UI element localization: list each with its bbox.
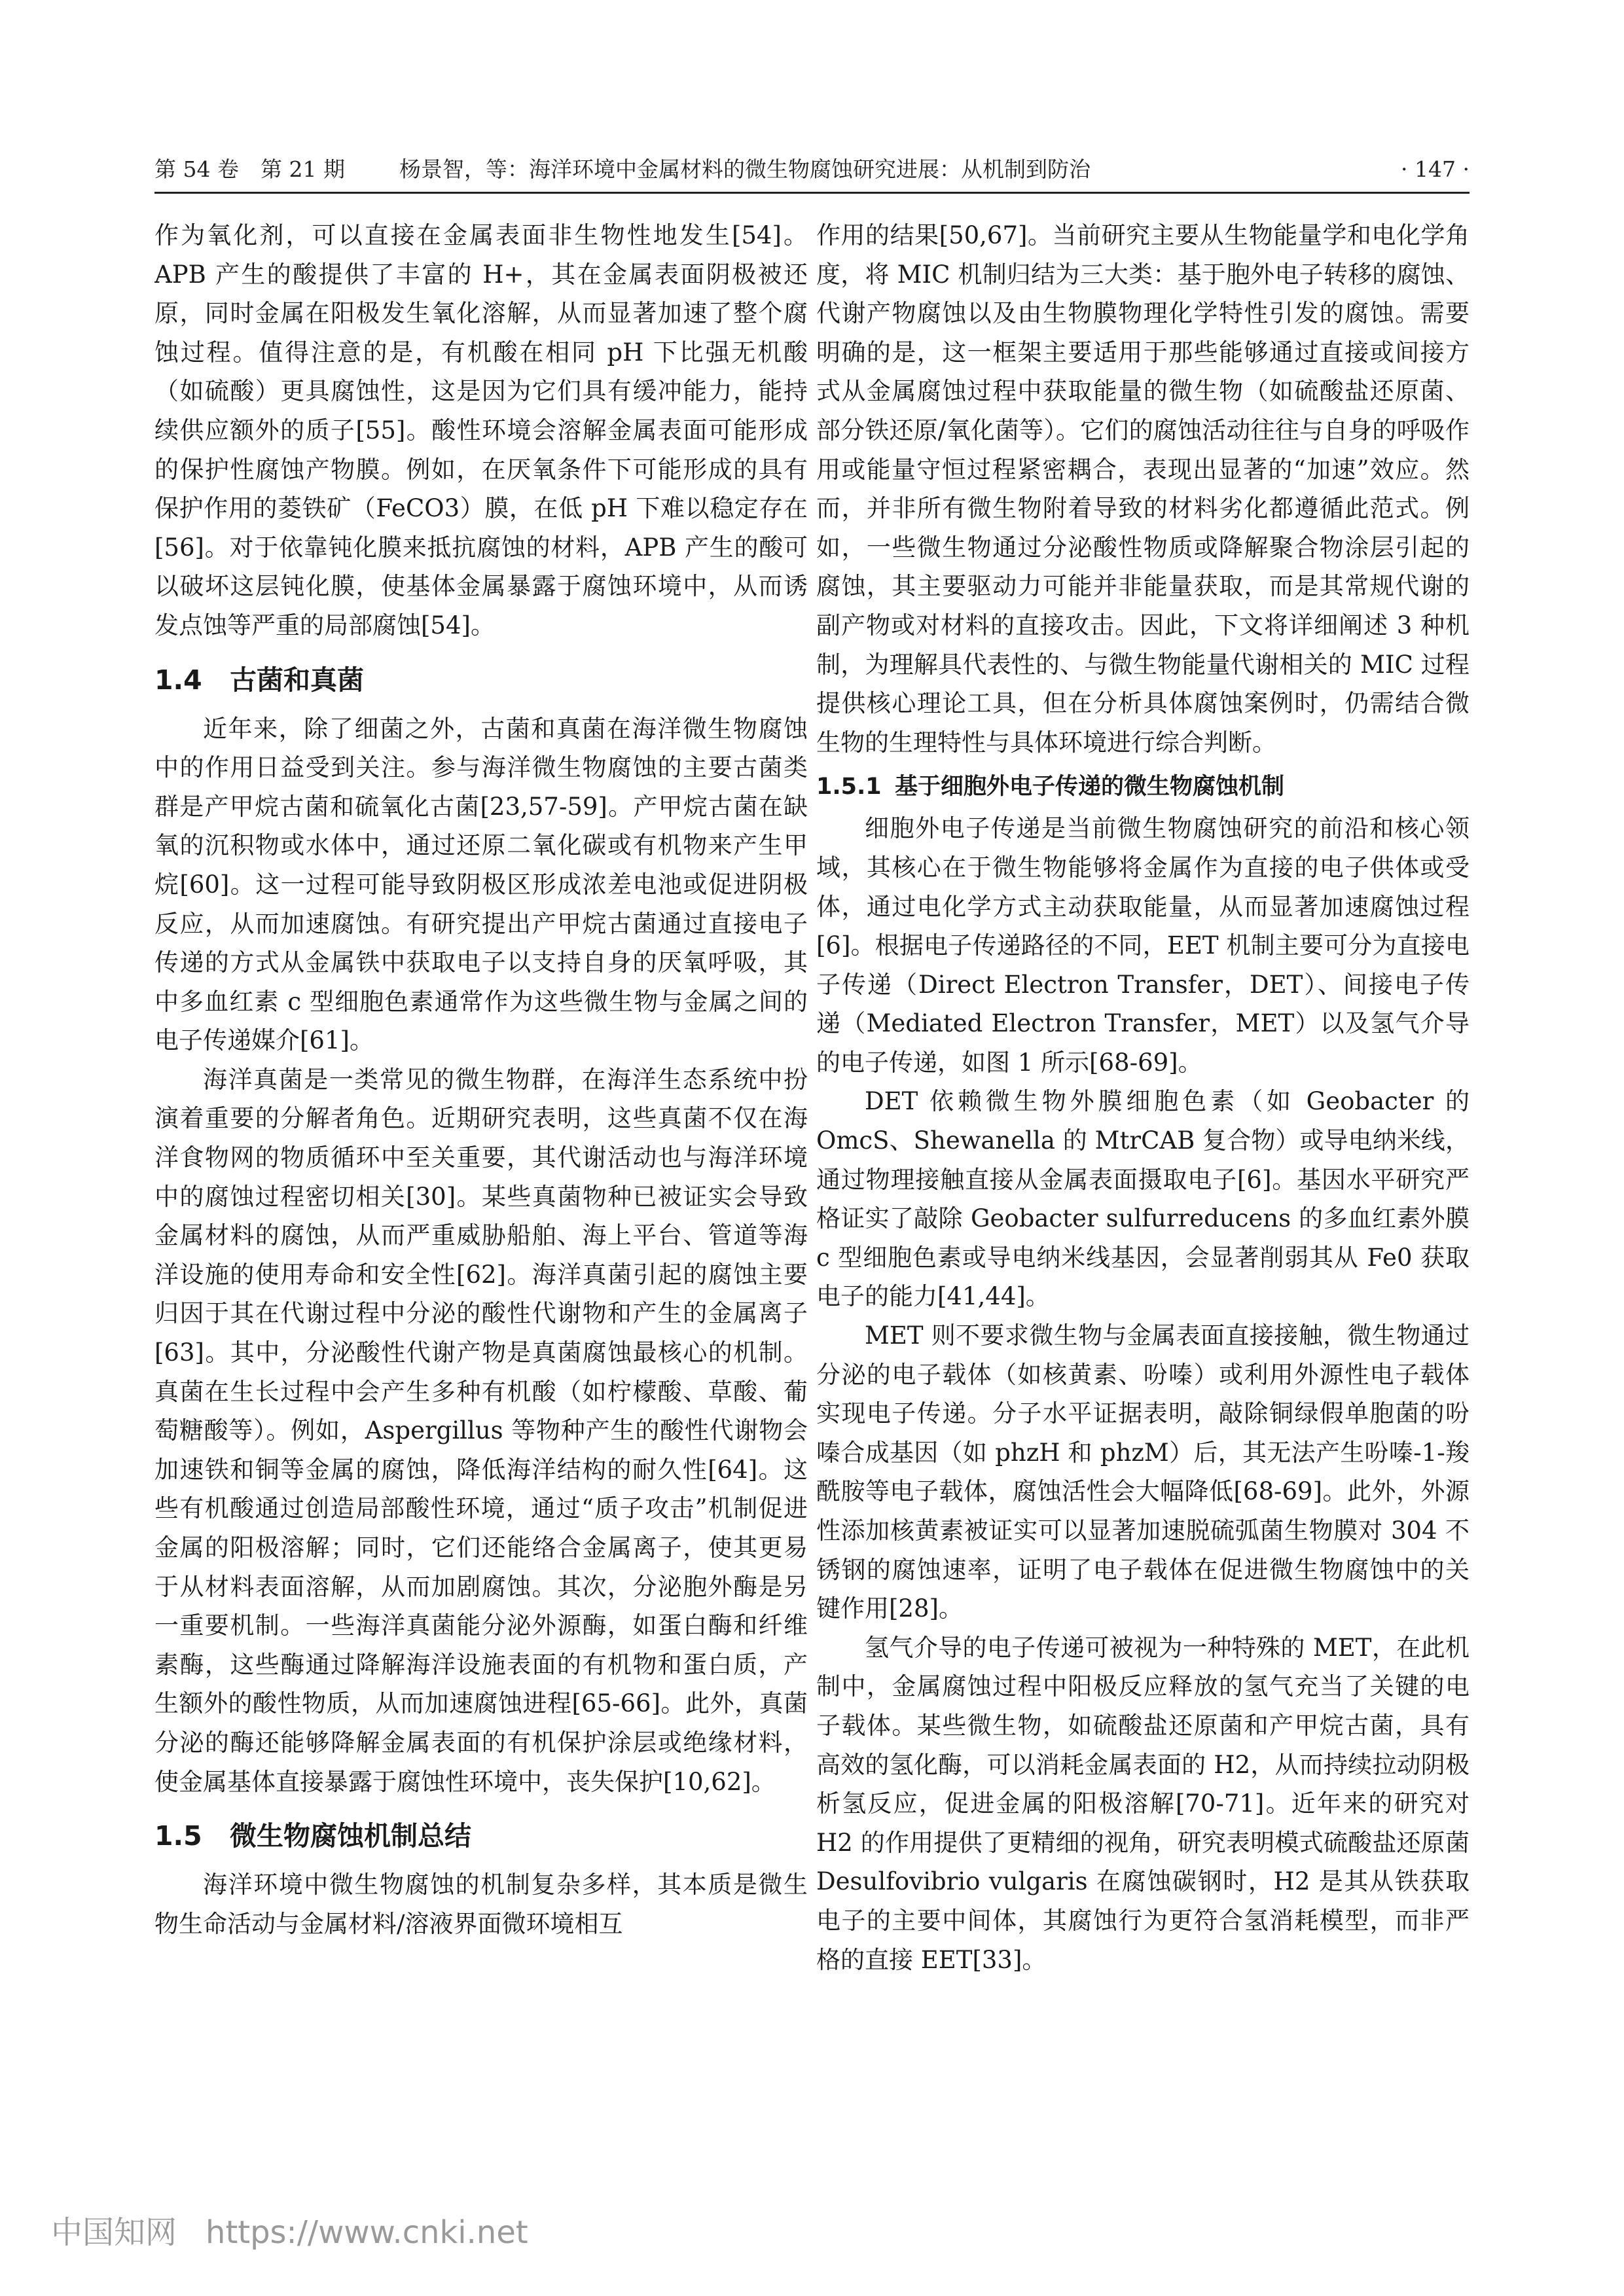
section-number: 1.5 bbox=[154, 1820, 202, 1852]
running-title: 杨景智，等：海洋环境中金属材料的微生物腐蚀研究进展：从机制到防治 bbox=[399, 156, 1091, 182]
header-rule bbox=[154, 192, 1470, 194]
subsection-heading-1-5-1 bbox=[816, 768, 1470, 805]
paragraph: 细胞外电子传递是当前微生物腐蚀研究的前沿和核心领域，其核心在于微生物能够将金属作为直接的电子供体或受体，通过电化学方式主动获取能量，从而显著加速腐蚀过程[6]。根据电子传递路径的不同，EET 机制主要可分为直接电子传递（Direct Electron Transfer，DET）、间接电子传递（Mediated Electron Transfer，MET）以及氢气介导的电子传递，如图 1 所示[68-69]。 bbox=[816, 814, 1470, 1077]
page-number: · 147 · bbox=[1401, 156, 1470, 182]
subsection-number: 1.5.1 bbox=[816, 774, 882, 800]
cnki-watermark bbox=[51, 2207, 528, 2252]
paragraph: 海洋真菌是一类常见的微生物群，在海洋生态系统中扮演着重要的分解者角色。近期研究表明，这些真菌不仅在海洋食物网的物质循环中至关重要，其代谢活动也与海洋环境中的腐蚀过程密切相关[30]。某些真菌物种已被证实会导致金属材料的腐蚀，从而严重威胁船舶、海上平台、管道等海洋设施的使用寿命和安全性[62]。海洋真菌引起的腐蚀主要归因于其在代谢过程中分泌的酸性代谢物和产生的金属离子[63]。其中，分泌酸性代谢产物是真菌腐蚀最核心的机制。真菌在生长过程中会产生多种有机酸（如柠檬酸、草酸、葡萄糖酸等）。例如，Aspergillus 等物种产生的酸性代谢物会加速铁和铜等金属的腐蚀，降低海洋结构的耐久性[64]。这些有机酸通过创造局部酸性环境，通过“质子攻击”机制促进金属的阳极溶解；同时，它们还能络合金属离子，使其更易于从材料表面溶解，从而加剧腐蚀。其次，分泌胞外酶是另一重要机制。一些海洋真菌能分泌外源酶，如蛋白酶和纤维素酶，这些酶通过降解海洋设施表面的有机物和蛋白质，产生额外的酸性物质，从而加速腐蚀进程[65-66]。此外，真菌分泌的酶还能够降解金属表面的有机保护涂层或绝缘材料，使金属基体直接暴露于腐蚀性环境中，丧失保护[10,62]。 bbox=[154, 1065, 808, 1796]
paragraph: 氢气介导的电子传递可被视为一种特殊的 MET，在此机制中，金属腐蚀过程中阳极反应释放的氢气充当了关键的电子载体。某些微生物，如硫酸盐还原菌和产甲烷古菌，具有高效的氢化酶，可以消耗金属表面的 H2，从而持续拉动阴极析氢反应，促进金属的阳极溶解[70-71]。近年来的研究对 H2 的作用提供了更精细的视角，研究表明模式硫酸盐还原菌 Desulfovibrio vulgaris 在腐蚀碳钢时，H2 是其从铁获取电子的主要中间体，其腐蚀行为更符合氢消耗模型，而非严格的直接 EET[33]。 bbox=[816, 1633, 1470, 1974]
section-title: 微生物腐蚀机制总结 bbox=[230, 1820, 471, 1852]
paragraph: DET 依赖微生物外膜细胞色素（如 Geobacter 的 OmcS、Shewanella 的 MtrCAB 复合物）或导电纳米线，通过物理接触直接从金属表面摄取电子[6]。基因水平研究严格证实了敲除 Geobacter sulfurreducens 的多血红素外膜 c 型细胞色素或导电纳米线基因，会显著削弱其从 Fe0 获取电子的能力[41,44]。 bbox=[816, 1087, 1470, 1311]
paragraph: 作用的结果[50,67]。当前研究主要从生物能量学和电化学角度，将 MIC 机制归结为三大类：基于胞外电子转移的腐蚀、代谢产物腐蚀以及由生物膜物理化学特性引发的腐蚀。需要明确的是，这一框架主要适用于那些能够通过直接或间接方式从金属腐蚀过程中获取能量的微生物（如硫酸盐还原菌、部分铁还原/氧化菌等）。它们的腐蚀活动往往与自身的呼吸作用或能量守恒过程紧密耦合，表现出显著的“加速”效应。然而，并非所有微生物附着导致的材料劣化都遵循此范式。例如，一些微生物通过分泌酸性物质或降解聚合物涂层引起的腐蚀，其主要驱动力可能并非能量获取，而是其常规代谢的副产物或对材料的直接攻击。因此，下文将详细阐述 3 种机制，为理解具代表性的、与微生物能量代谢相关的 MIC 过程提供核心理论工具，但在分析具体腐蚀案例时，仍需结合微生物的生理特性与具体环境进行综合判断。 bbox=[816, 221, 1470, 757]
paragraph: MET 则不要求微生物与金属表面直接接触，微生物通过分泌的电子载体（如核黄素、吩嗪）或利用外源性电子载体实现电子传递。分子水平证据表明，敲除铜绿假单胞菌的吩嗪合成基因（如 phzH 和 phzM）后，其无法产生吩嗪-1-羧酰胺等电子载体，腐蚀活性会大幅降低[68-69]。此外，外源性添加核黄素被证实可以显著加速脱硫弧菌生物膜对 304 不锈钢的腐蚀速率，证明了电子载体在促进微生物腐蚀中的关键作用[28]。 bbox=[816, 1321, 1470, 1623]
section-heading-1-5 bbox=[154, 1816, 808, 1856]
paragraph: 海洋环境中微生物腐蚀的机制复杂多样，其本质是微生物生命活动与金属材料/溶液界面微环境相互 bbox=[154, 1871, 808, 1938]
subsection-title: 基于细胞外电子传递的微生物腐蚀机制 bbox=[895, 774, 1285, 800]
watermark-logo: 中国知网 bbox=[51, 2214, 177, 2251]
section-heading-1-4 bbox=[154, 660, 808, 700]
paragraph: 近年来，除了细菌之外，古菌和真菌在海洋微生物腐蚀中的作用日益受到关注。参与海洋微生物腐蚀的主要古菌类群是产甲烷古菌和硫氧化古菌[23,57-59]。产甲烷古菌在缺氧的沉积物或水体中，通过还原二氧化碳或有机物来产生甲烷[60]。这一过程可能导致阴极区形成浓差电池或促进阴极反应，从而加速腐蚀。有研究提出产甲烷古菌通过直接电子传递的方式从金属铁中获取电子以支持自身的厌氧呼吸，其中多血红素 c 型细胞色素通常作为这些微生物与金属之间的电子传递媒介[61]。 bbox=[154, 714, 808, 1055]
left-column bbox=[154, 216, 808, 2166]
section-number: 1.4 bbox=[154, 664, 202, 696]
volume-issue: 第 54 卷 第 21 期 bbox=[154, 156, 345, 182]
paragraph: 作为氧化剂，可以直接在金属表面非生物性地发生[54]。APB 产生的酸提供了丰富的 H+，其在金属表面阴极被还原，同时金属在阳极发生氧化溶解，从而显著加速了整个腐蚀过程。值得注意的是，有机酸在相同 pH 下比强无机酸（如硫酸）更具腐蚀性，这是因为它们具有缓冲能力，能持续供应额外的质子[55]。酸性环境会溶解金属表面可能形成的保护性腐蚀产物膜。例如，在厌氧条件下可能形成的具有保护作用的菱铁矿（FeCO3）膜，在低 pH 下难以稳定存在[56]。对于依靠钝化膜来抵抗腐蚀的材料，APB 产生的酸可以破坏这层钝化膜，使基体金属暴露于腐蚀环境中，从而诱发点蚀等严重的局部腐蚀[54]。 bbox=[154, 221, 808, 639]
watermark-url[interactable]: https://www.cnki.net bbox=[206, 2214, 528, 2251]
right-column bbox=[816, 216, 1470, 2166]
section-title: 古菌和真菌 bbox=[230, 664, 364, 696]
